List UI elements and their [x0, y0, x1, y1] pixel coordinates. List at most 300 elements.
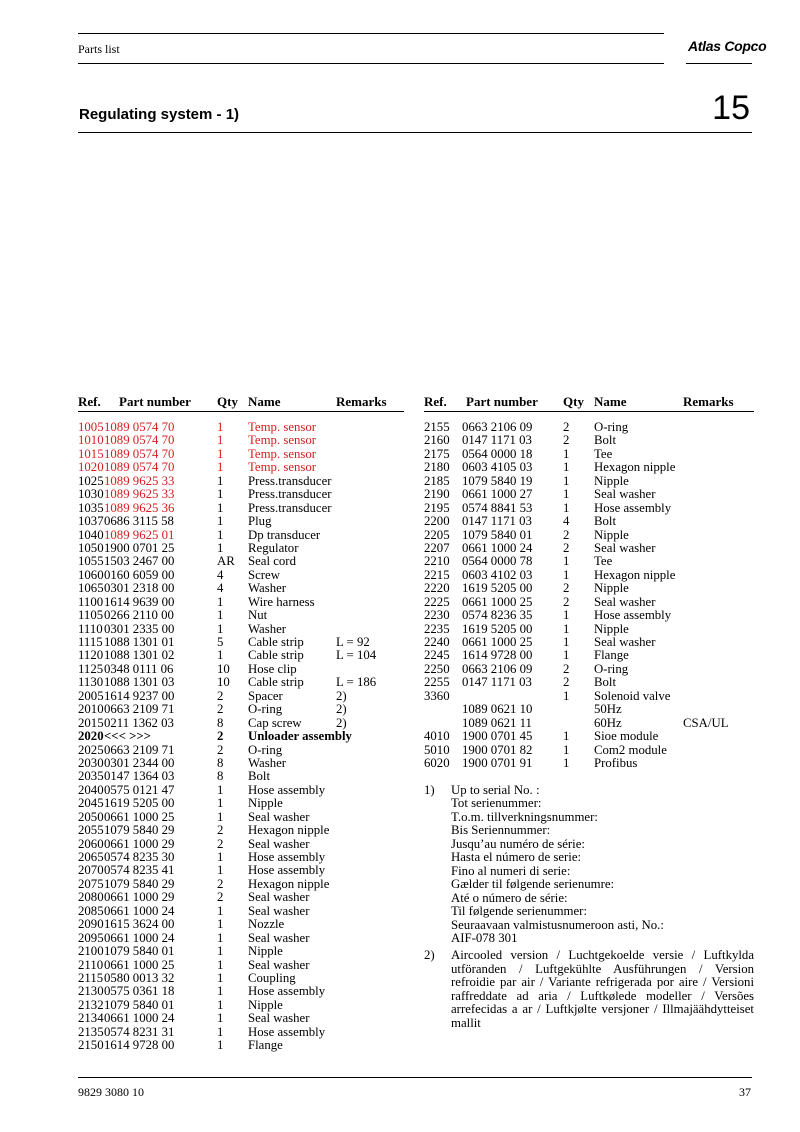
- cell-name: Seal washer: [248, 1011, 310, 1026]
- cell-name: Press.transducer: [248, 473, 332, 488]
- cell-ref: 2070: [78, 863, 104, 878]
- cell-qty: 1: [217, 608, 224, 623]
- table-row: [78, 649, 404, 662]
- cell-remarks: 2): [336, 702, 347, 717]
- logo-rule: [686, 63, 752, 64]
- cell-name: Hose assembly: [248, 850, 326, 864]
- cell-qty: 1: [217, 594, 224, 609]
- col-qty: Qty: [217, 394, 238, 409]
- footnote-line: Jusqu’au numéro de série:: [451, 836, 585, 851]
- cell-ref: 1037: [78, 514, 104, 529]
- cell-ref: 1120: [78, 648, 104, 663]
- cell-qty: 1: [217, 540, 224, 555]
- cell-ref: 5010: [424, 742, 450, 757]
- table-row: [78, 1026, 404, 1039]
- table-row: [78, 999, 404, 1012]
- cell-remarks: CSA/UL: [683, 715, 729, 730]
- cell-qty: 8: [217, 715, 224, 730]
- cell-ref: 2075: [78, 876, 104, 891]
- cell-ref: 2055: [78, 823, 104, 838]
- cell-name: Hexagon nipple: [248, 876, 330, 891]
- cell-part-number: <<< >>>: [104, 729, 151, 744]
- table-row: [78, 864, 404, 877]
- cell-part-number: 0663 2106 09: [462, 420, 533, 434]
- table-row: [424, 690, 754, 703]
- cell-name: O-ring: [594, 420, 629, 434]
- table-row: [78, 811, 404, 824]
- table-row: [424, 609, 754, 622]
- cell-qty: 10: [217, 661, 230, 676]
- cell-ref: 2240: [424, 635, 450, 649]
- cell-name: Unloader assembly: [248, 729, 352, 744]
- cell-ref: 2050: [78, 809, 104, 824]
- table-row: [424, 717, 754, 730]
- cell-part-number: 1079 5840 29: [104, 823, 175, 838]
- cell-part-number: 1079 5840 29: [104, 876, 175, 891]
- cell-ref: 2205: [424, 527, 450, 542]
- cell-part-number: 0661 1000 25: [462, 594, 533, 609]
- cell-name: Cable strip: [248, 635, 304, 649]
- cell-ref: 2085: [78, 903, 104, 918]
- cell-name: Flange: [594, 648, 629, 663]
- cell-qty: 1: [217, 648, 224, 663]
- cell-part-number: 1088 1301 03: [104, 675, 175, 690]
- cell-name: Plug: [248, 514, 272, 529]
- cell-qty: 1: [217, 487, 224, 502]
- cell-name: Hose assembly: [248, 1024, 326, 1039]
- cell-ref: 2015: [78, 715, 104, 730]
- footnote-lines: [451, 784, 754, 945]
- cell-name: Temp. sensor: [248, 446, 317, 461]
- cell-qty: 1: [563, 608, 570, 623]
- cell-qty: 2: [563, 420, 570, 434]
- cell-ref: 2010: [78, 702, 104, 717]
- col-part-number: Part number: [119, 394, 191, 409]
- cell-remarks: L = 92: [336, 635, 370, 649]
- table-row: [78, 932, 404, 945]
- cell-qty: 1: [217, 970, 224, 985]
- cell-ref: 2175: [424, 446, 450, 461]
- cell-name: Seal washer: [594, 594, 656, 609]
- cell-part-number: 0661 1000 25: [104, 809, 175, 824]
- cell-qty: 2: [217, 688, 224, 703]
- cell-ref: 1010: [78, 433, 104, 448]
- cell-qty: 1: [217, 1038, 224, 1053]
- cell-qty: 2: [563, 661, 570, 676]
- table-row: [424, 475, 754, 488]
- cell-ref: 1030: [78, 487, 104, 502]
- table-row: [424, 744, 754, 757]
- cell-qty: 5: [217, 635, 224, 649]
- cell-name: Nipple: [594, 473, 629, 488]
- table-row: [424, 623, 754, 636]
- cell-part-number: 1088 1301 02: [104, 648, 175, 663]
- cell-qty: 10: [217, 675, 230, 690]
- cell-ref: 1115: [78, 635, 103, 649]
- cell-name: Flange: [248, 1038, 283, 1053]
- cell-part-number: 1079 5840 01: [462, 527, 533, 542]
- cell-qty: 1: [217, 460, 224, 475]
- cell-part-number: 1089 9625 36: [104, 500, 175, 515]
- cell-qty: 1: [563, 567, 570, 582]
- cell-name: Coupling: [248, 970, 296, 985]
- cell-name: Wire harness: [248, 594, 315, 609]
- table-row: [78, 744, 404, 757]
- cell-qty: 1: [217, 903, 224, 918]
- table-rows: [424, 421, 754, 770]
- cell-qty: 1: [563, 473, 570, 488]
- cell-part-number: 0301 2344 00: [104, 755, 175, 770]
- footnote-line: Bis Seriennummer:: [451, 823, 551, 838]
- footnotes: [424, 784, 754, 1030]
- cell-part-number: 0574 8841 53: [462, 500, 533, 515]
- cell-ref: 2180: [424, 460, 450, 475]
- table-row: [78, 851, 404, 864]
- cell-name: Nipple: [248, 796, 283, 811]
- table-header-rule: [78, 411, 404, 412]
- table-row: [78, 663, 404, 676]
- cell-part-number: 1089 9625 33: [104, 487, 175, 502]
- cell-part-number: 1900 0701 45: [462, 729, 533, 744]
- cell-ref: 2195: [424, 500, 450, 515]
- table-row: [78, 945, 404, 958]
- cell-ref: 2250: [424, 661, 450, 676]
- cell-qty: 1: [217, 984, 224, 999]
- cell-part-number: 0661 1000 29: [104, 836, 175, 851]
- cell-ref: 1050: [78, 540, 104, 555]
- cell-qty: 1: [217, 500, 224, 515]
- cell-part-number: 0301 2318 00: [104, 581, 175, 596]
- cell-part-number: 1615 3624 00: [104, 917, 175, 932]
- cell-part-number: 1089 0621 10: [462, 702, 533, 717]
- cell-ref: 4010: [424, 729, 450, 744]
- cell-part-number: 0575 0121 47: [104, 782, 175, 797]
- brand-logo: [688, 38, 766, 54]
- cell-qty: 2: [217, 823, 224, 838]
- cell-ref: 2005: [78, 688, 104, 703]
- footnote-line: Up to serial No. :: [451, 783, 540, 797]
- cell-qty: 1: [563, 648, 570, 663]
- footnote-line: Til følgende serienummer:: [451, 904, 588, 919]
- cell-part-number: 1614 9639 00: [104, 594, 175, 609]
- cell-qty: 2: [217, 742, 224, 757]
- cell-part-number: 0661 1000 24: [104, 930, 175, 945]
- title-rule: [78, 132, 752, 133]
- cell-part-number: 1619 5205 00: [462, 581, 533, 596]
- cell-part-number: 1900 0701 82: [462, 742, 533, 757]
- cell-name: Seal washer: [248, 930, 310, 945]
- table-row: [78, 1039, 404, 1052]
- cell-ref: 2190: [424, 487, 450, 502]
- cell-name: Tee: [594, 446, 613, 461]
- cell-part-number: 0574 8235 41: [104, 863, 175, 878]
- table-row: [424, 636, 754, 649]
- table-row: [78, 824, 404, 837]
- cell-qty: 1: [217, 1011, 224, 1026]
- cell-ref: 2110: [78, 957, 104, 972]
- cell-name: Regulator: [248, 540, 299, 555]
- footnote-1: [424, 784, 754, 945]
- cell-name: Com2 module: [594, 742, 667, 757]
- cell-part-number: 1614 9237 00: [104, 688, 175, 703]
- cell-qty: 1: [563, 446, 570, 461]
- cell-part-number: 0661 1000 24: [104, 1011, 175, 1026]
- cell-ref: 2035: [78, 769, 104, 784]
- cell-qty: 1: [217, 997, 224, 1012]
- cell-part-number: 0147 1171 03: [462, 433, 532, 448]
- cell-part-number: 1614 9728 00: [462, 648, 533, 663]
- cell-name: Press.transducer: [248, 500, 332, 515]
- cell-qty: 2: [217, 890, 224, 905]
- cell-part-number: 1619 5205 00: [104, 796, 175, 811]
- cell-name: Temp. sensor: [248, 460, 317, 475]
- cell-qty: 1: [563, 554, 570, 569]
- cell-name: Nipple: [594, 527, 629, 542]
- table-row: [78, 488, 404, 501]
- table-row: [424, 596, 754, 609]
- cell-qty: AR: [217, 554, 235, 569]
- cell-part-number: 1619 5205 00: [462, 621, 533, 636]
- cell-part-number: 0147 1171 03: [462, 675, 532, 690]
- cell-qty: 1: [217, 863, 224, 878]
- cell-ref: 1100: [78, 594, 104, 609]
- table-row: [424, 461, 754, 474]
- cell-name: Seal cord: [248, 554, 296, 569]
- cell-name: Screw: [248, 567, 280, 582]
- table-rows: [78, 421, 404, 1053]
- cell-part-number: 0574 8236 35: [462, 608, 533, 623]
- brand-logo-text: Atlas Copco: [688, 38, 767, 54]
- table-row: [78, 609, 404, 622]
- parts-table-left: [78, 394, 404, 1053]
- cell-qty: 2: [217, 702, 224, 717]
- cell-name: Sioe module: [594, 729, 659, 744]
- cell-ref: 1055: [78, 554, 104, 569]
- cell-ref: 2134: [78, 1011, 104, 1026]
- table-row: [424, 529, 754, 542]
- cell-ref: 2020: [78, 729, 104, 744]
- cell-name: Cable strip: [248, 675, 304, 690]
- cell-part-number: 0661 1000 24: [462, 540, 533, 555]
- cell-qty: 1: [217, 782, 224, 797]
- col-remarks: Remarks: [683, 394, 734, 409]
- cell-name: Bolt: [248, 769, 271, 784]
- cell-ref: 2135: [78, 1024, 104, 1039]
- table-row: [424, 515, 754, 528]
- cell-ref: 2065: [78, 850, 104, 864]
- cell-name: Seal washer: [248, 957, 310, 972]
- cell-qty: 1: [217, 621, 224, 636]
- table-row: [424, 663, 754, 676]
- cell-qty: 1: [217, 944, 224, 959]
- table-row: [424, 421, 754, 434]
- footnote-line: Seuraavaan valmistusnumeroon asti, No.:: [451, 917, 664, 932]
- footnote-line: T.o.m. tillverkningsnummer:: [451, 809, 598, 824]
- cell-ref: 6020: [424, 755, 450, 770]
- cell-qty: 1: [217, 446, 224, 461]
- cell-ref: 1035: [78, 500, 104, 515]
- cell-qty: 2: [563, 594, 570, 609]
- cell-ref: 1130: [78, 675, 104, 690]
- cell-part-number: 0564 0000 78: [462, 554, 533, 569]
- cell-part-number: 0564 0000 18: [462, 446, 533, 461]
- cell-name: Dp transducer: [248, 527, 321, 542]
- cell-qty: 1: [217, 527, 224, 542]
- table-row: [78, 448, 404, 461]
- cell-part-number: 0211 1362 03: [104, 715, 174, 730]
- cell-qty: 1: [563, 729, 570, 744]
- cell-ref: 3360: [424, 688, 450, 703]
- cell-qty: 2: [217, 836, 224, 851]
- table-row: [424, 448, 754, 461]
- table-row: [78, 529, 404, 542]
- cell-part-number: 0661 1000 27: [462, 487, 533, 502]
- cell-qty: 1: [563, 755, 570, 770]
- cell-part-number: 0574 8231 31: [104, 1024, 175, 1039]
- cell-qty: 2: [563, 675, 570, 690]
- document-number: 9829 3080 10: [78, 1085, 144, 1099]
- footnote-2: [424, 949, 754, 1030]
- cell-part-number: 0663 2109 71: [104, 742, 175, 757]
- cell-qty: 1: [217, 1024, 224, 1039]
- col-remarks: Remarks: [336, 394, 387, 409]
- cell-part-number: 1089 0621 11: [462, 715, 532, 730]
- table-row: [424, 488, 754, 501]
- cell-name: Cap screw: [248, 715, 302, 730]
- cell-qty: 8: [217, 769, 224, 784]
- table-header-rule: [424, 411, 754, 412]
- cell-qty: 2: [563, 581, 570, 596]
- cell-part-number: 0580 0013 32: [104, 970, 175, 985]
- cell-qty: 2: [563, 540, 570, 555]
- col-part-number: Part number: [466, 394, 538, 409]
- table-row: [78, 838, 404, 851]
- cell-name: Seal washer: [248, 903, 310, 918]
- table-row: [78, 1012, 404, 1025]
- footnote-number: 2): [424, 948, 435, 963]
- cell-ref: 2215: [424, 567, 450, 582]
- table-row: [78, 784, 404, 797]
- cell-part-number: 1614 9728 00: [104, 1038, 175, 1053]
- col-name: Name: [594, 394, 627, 409]
- footnote-line: Gælder til følgende serienumre:: [451, 877, 615, 892]
- cell-qty: 2: [563, 527, 570, 542]
- table-row: [78, 421, 404, 434]
- cell-ref: 2255: [424, 675, 450, 690]
- cell-part-number: 1079 5840 19: [462, 473, 533, 488]
- table-row: [78, 918, 404, 931]
- cell-name: Nut: [248, 608, 268, 623]
- footnote-line: Tot serienummer:: [451, 796, 542, 811]
- table-row: [424, 676, 754, 689]
- table-row: [78, 959, 404, 972]
- cell-name: Seal washer: [248, 809, 310, 824]
- cell-name: Seal washer: [248, 890, 310, 905]
- cell-remarks: L = 104: [336, 648, 377, 663]
- cell-ref: 2207: [424, 540, 450, 555]
- parts-table-right: [424, 394, 754, 770]
- cell-name: Hexagon nipple: [248, 823, 330, 838]
- cell-part-number: 1089 0574 70: [104, 433, 175, 448]
- header-bottom-rule: [78, 63, 664, 64]
- cell-name: O-ring: [594, 661, 629, 676]
- cell-ref: 2185: [424, 473, 450, 488]
- cell-name: Nipple: [248, 997, 283, 1012]
- cell-part-number: 0301 2335 00: [104, 621, 175, 636]
- cell-name: Hose assembly: [594, 500, 672, 515]
- footnote-line: AIF-078 301: [451, 930, 518, 945]
- table-row: [78, 502, 404, 515]
- cell-qty: 2: [217, 876, 224, 891]
- table-row: [78, 770, 404, 783]
- cell-part-number: 1089 0574 70: [104, 420, 175, 434]
- table-row: [78, 461, 404, 474]
- table-row: [424, 582, 754, 595]
- cell-qty: 1: [563, 688, 570, 703]
- cell-ref: 1005: [78, 420, 104, 434]
- cell-qty: 1: [563, 500, 570, 515]
- cell-ref: 2160: [424, 433, 450, 448]
- cell-part-number: 1089 9625 33: [104, 473, 175, 488]
- table-row: [78, 905, 404, 918]
- table-row: [424, 542, 754, 555]
- cell-ref: 2090: [78, 917, 104, 932]
- cell-ref: 2220: [424, 581, 450, 596]
- cell-qty: 1: [217, 930, 224, 945]
- cell-name: Nipple: [594, 621, 629, 636]
- cell-ref: 2235: [424, 621, 450, 636]
- cell-name: Nipple: [594, 581, 629, 596]
- cell-ref: 1040: [78, 527, 104, 542]
- cell-name: Profibus: [594, 755, 638, 770]
- cell-ref: 1065: [78, 581, 104, 596]
- chapter-number: 15: [712, 89, 750, 127]
- cell-name: Hose assembly: [248, 863, 326, 878]
- cell-name: Tee: [594, 554, 613, 569]
- table-row: [78, 542, 404, 555]
- cell-name: Spacer: [248, 688, 283, 703]
- footnote-line: Hasta el número de serie:: [451, 850, 582, 865]
- table-row: [424, 649, 754, 662]
- cell-name: Temp. sensor: [248, 433, 317, 448]
- cell-ref: 2150: [78, 1038, 104, 1053]
- cell-part-number: 1900 0701 25: [104, 540, 175, 555]
- cell-qty: 1: [217, 420, 224, 434]
- cell-name: Press.transducer: [248, 487, 332, 502]
- footer-rule: [78, 1077, 752, 1078]
- cell-part-number: 1079 5840 01: [104, 944, 175, 959]
- footnote-line: Fino al numeri di serie:: [451, 863, 571, 878]
- cell-name: O-ring: [248, 702, 283, 717]
- table-row: [78, 730, 404, 743]
- cell-name: Solenoid valve: [594, 688, 671, 703]
- cell-qty: 1: [563, 621, 570, 636]
- table-row: [78, 569, 404, 582]
- cell-name: Seal washer: [248, 836, 310, 851]
- cell-part-number: 0147 1364 03: [104, 769, 175, 784]
- table-row: [78, 475, 404, 488]
- cell-part-number: 0575 0361 18: [104, 984, 175, 999]
- cell-name: Washer: [248, 755, 287, 770]
- cell-name: Washer: [248, 581, 287, 596]
- table-row: [424, 555, 754, 568]
- table-row: [78, 703, 404, 716]
- cell-ref: 2095: [78, 930, 104, 945]
- col-ref: Ref.: [78, 394, 101, 409]
- cell-qty: 1: [217, 809, 224, 824]
- cell-name: Cable strip: [248, 648, 304, 663]
- cell-ref: 2155: [424, 420, 450, 434]
